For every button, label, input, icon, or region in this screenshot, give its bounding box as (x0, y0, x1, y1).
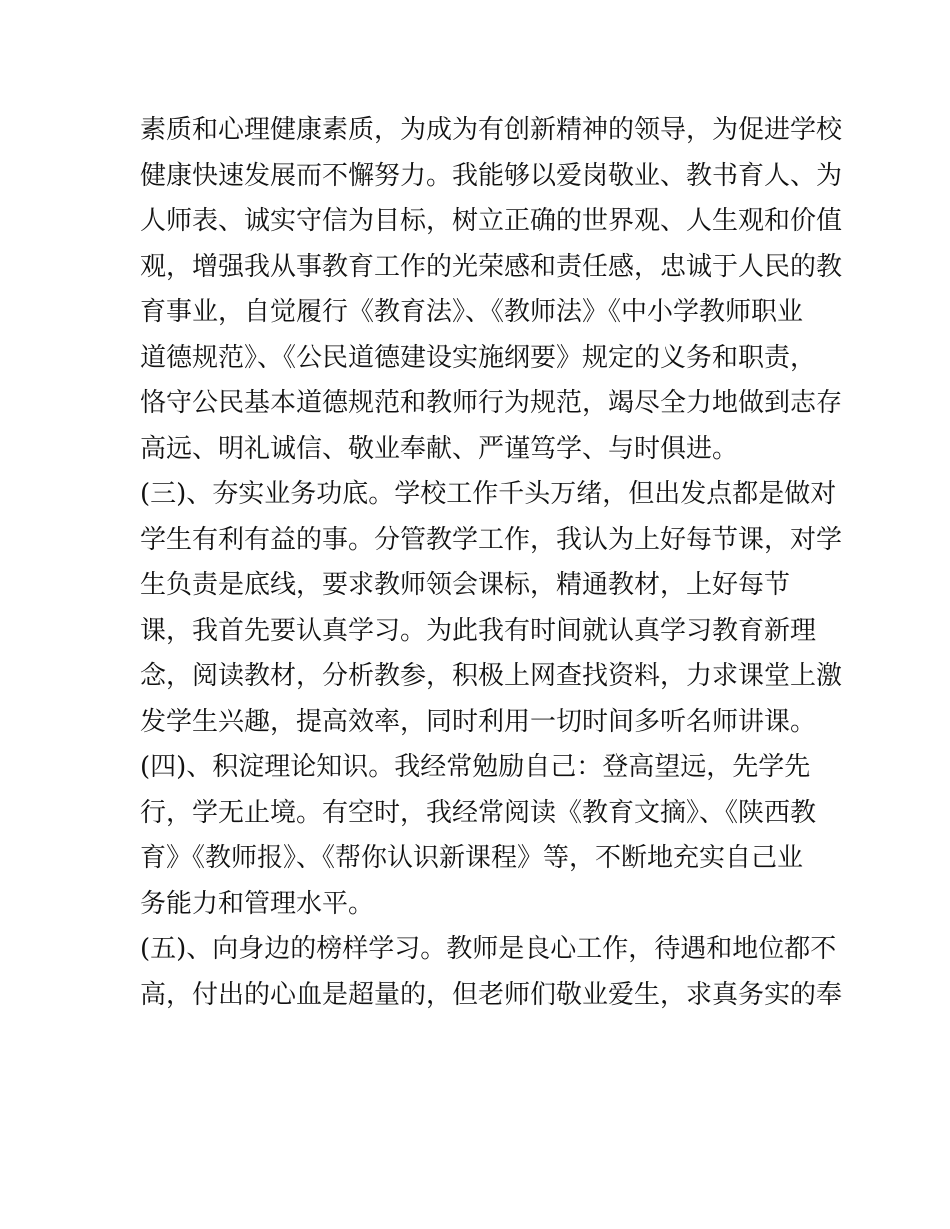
text-line: 课，我首先要认真学习。为此我有时间就认真学习教育新理 (140, 615, 817, 646)
text-line: 观，增强我从事教育工作的光荣感和责任感，忠诚于人民的教 (140, 251, 843, 282)
text-line: 学生有利有益的事。分管教学工作，我认为上好每节课，对学 (140, 524, 843, 555)
text-line: 道德规范》、《公民道德建设实施纲要》规定的义务和职责， (140, 342, 817, 373)
text-line: 行，学无止境。有空时，我经常阅读《教育文摘》、《陕西教 (140, 797, 817, 828)
text-line: 恪守公民基本道德规范和教师行为规范，竭尽全力地做到志存 (140, 388, 843, 418)
text-line: 育事业，自觉履行《教育法》、《教师法》《中小学教师职业 (140, 297, 804, 327)
text-line: 发学生兴趣，提高效率，同时利用一切时间多听名师讲课。 (140, 706, 817, 737)
text-line: 素质和心理健康素质，为成为有创新精神的领导，为促进学校 (140, 115, 843, 145)
section-heading-4: (四)、积淀理论知识。我经常勉励自己：登高望远，先学先 (140, 752, 811, 782)
text-line: 健康快速发展而不懈努力。我能够以爱岗敬业、教书育人、为 (140, 160, 843, 191)
text-line: 高远、明礼诚信、敬业奉献、严谨笃学、与时俱进。 (140, 433, 739, 464)
text-line: 念，阅读教材，分析教参，积极上网查找资料，力求课堂上激 (140, 661, 843, 691)
body-text (140, 108, 843, 1018)
section-heading-3: (三)、夯实业务功底。学校工作千头万绪，但出发点都是做对 (140, 479, 837, 509)
text-line: 生负责是底线，要求教师领会课标，精通教材，上好每节 (140, 570, 791, 600)
text-line: 务能力和管理水平。 (140, 888, 375, 919)
section-heading-5: (五)、向身边的榜样学习。教师是良心工作，待遇和地位都不 (140, 934, 837, 964)
text-line: 人师表、诚实守信为目标，树立正确的世界观、人生观和价值 (140, 206, 843, 236)
text-line: 育》《教师报》、《帮你认识新课程》等，不断地充实自己业 (140, 843, 804, 873)
text-line: 高，付出的心血是超量的，但老师们敬业爱生，求真务实的奉 (140, 979, 843, 1010)
